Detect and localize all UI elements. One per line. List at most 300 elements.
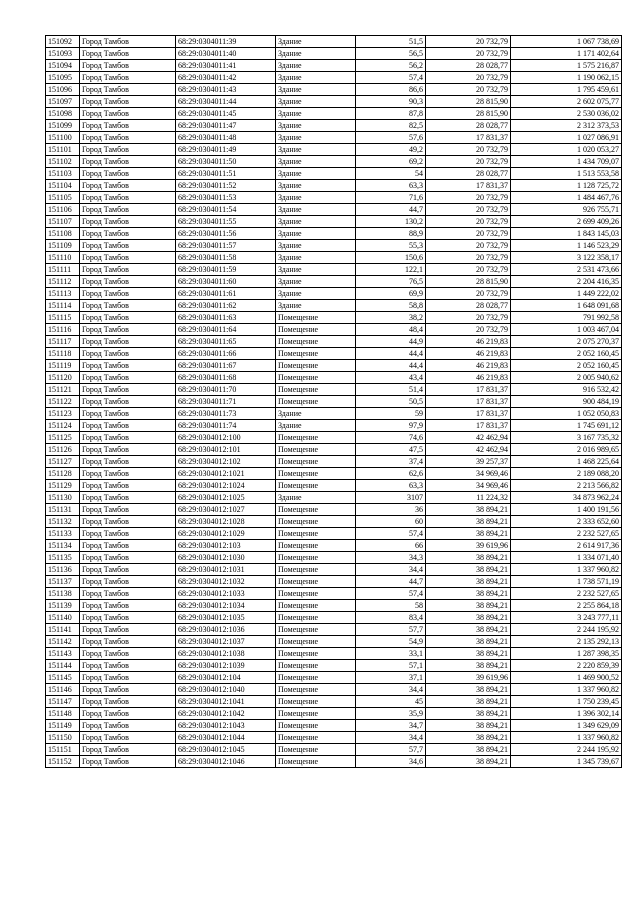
specific-value-cell: 38 894,21 [426,720,511,732]
table-row [46,720,622,732]
area-cell: 34,3 [356,552,426,564]
row-number-cell: 151122 [46,396,80,408]
row-number-cell: 151143 [46,648,80,660]
cadastral-value-cell: 2 699 409,26 [511,216,622,228]
object-type-cell: Помещение [276,588,356,600]
cadastral-value-cell: 2 531 473,66 [511,264,622,276]
cadastral-value-cell: 2 204 416,35 [511,276,622,288]
table-row [46,324,622,336]
cadastral-number-cell: 68:29:0304011:61 [176,288,276,300]
row-number-cell: 151110 [46,252,80,264]
municipality-cell: Город Тамбов [80,144,176,156]
specific-value-cell: 20 732,79 [426,312,511,324]
table-row [46,636,622,648]
municipality-cell: Город Тамбов [80,732,176,744]
row-number-cell: 151135 [46,552,80,564]
object-type-cell: Здание [276,252,356,264]
area-cell: 37,4 [356,456,426,468]
specific-value-cell: 20 732,79 [426,228,511,240]
area-cell: 69,2 [356,156,426,168]
cadastral-value-cell: 34 873 962,24 [511,492,622,504]
row-number-cell: 151096 [46,84,80,96]
specific-value-cell: 17 831,37 [426,396,511,408]
row-number-cell: 151149 [46,720,80,732]
row-number-cell: 151145 [46,672,80,684]
cadastral-number-cell: 68:29:0304011:40 [176,48,276,60]
specific-value-cell: 38 894,21 [426,648,511,660]
municipality-cell: Город Тамбов [80,636,176,648]
row-number-cell: 151137 [46,576,80,588]
specific-value-cell: 42 462,94 [426,432,511,444]
table-row [46,228,622,240]
area-cell: 88,9 [356,228,426,240]
area-cell: 58,8 [356,300,426,312]
object-type-cell: Здание [276,204,356,216]
municipality-cell: Город Тамбов [80,396,176,408]
area-cell: 55,3 [356,240,426,252]
municipality-cell: Город Тамбов [80,456,176,468]
table-row [46,252,622,264]
object-type-cell: Помещение [276,372,356,384]
object-type-cell: Помещение [276,600,356,612]
cadastral-number-cell: 68:29:0304012:1044 [176,732,276,744]
object-type-cell: Помещение [276,432,356,444]
cadastral-number-cell: 68:29:0304012:1034 [176,600,276,612]
object-type-cell: Здание [276,288,356,300]
specific-value-cell: 20 732,79 [426,204,511,216]
row-number-cell: 151111 [46,264,80,276]
specific-value-cell: 20 732,79 [426,216,511,228]
cadastral-value-table [45,35,622,768]
object-type-cell: Помещение [276,756,356,768]
cadastral-number-cell: 68:29:0304012:100 [176,432,276,444]
area-cell: 47,5 [356,444,426,456]
object-type-cell: Здание [276,240,356,252]
table-row [46,588,622,600]
table-row [46,444,622,456]
specific-value-cell: 17 831,37 [426,420,511,432]
table-row [46,432,622,444]
municipality-cell: Город Тамбов [80,336,176,348]
object-type-cell: Помещение [276,396,356,408]
cadastral-number-cell: 68:29:0304011:42 [176,72,276,84]
cadastral-number-cell: 68:29:0304012:103 [176,540,276,552]
row-number-cell: 151131 [46,504,80,516]
row-number-cell: 151152 [46,756,80,768]
cadastral-value-cell: 791 992,58 [511,312,622,324]
row-number-cell: 151115 [46,312,80,324]
municipality-cell: Город Тамбов [80,312,176,324]
specific-value-cell: 46 219,83 [426,348,511,360]
table-row [46,396,622,408]
cadastral-number-cell: 68:29:0304012:1039 [176,660,276,672]
table-row [46,612,622,624]
specific-value-cell: 46 219,83 [426,360,511,372]
specific-value-cell: 46 219,83 [426,336,511,348]
municipality-cell: Город Тамбов [80,528,176,540]
row-number-cell: 151108 [46,228,80,240]
municipality-cell: Город Тамбов [80,588,176,600]
area-cell: 43,4 [356,372,426,384]
specific-value-cell: 38 894,21 [426,696,511,708]
cadastral-number-cell: 68:29:0304012:1041 [176,696,276,708]
cadastral-value-cell: 1 469 900,52 [511,672,622,684]
object-type-cell: Здание [276,84,356,96]
object-type-cell: Помещение [276,444,356,456]
object-type-cell: Помещение [276,648,356,660]
cadastral-value-cell: 1 345 739,67 [511,756,622,768]
area-cell: 34,4 [356,684,426,696]
object-type-cell: Здание [276,420,356,432]
object-type-cell: Помещение [276,348,356,360]
specific-value-cell: 20 732,79 [426,240,511,252]
row-number-cell: 151116 [46,324,80,336]
table-row [46,744,622,756]
specific-value-cell: 38 894,21 [426,612,511,624]
specific-value-cell: 38 894,21 [426,708,511,720]
table-row [46,564,622,576]
object-type-cell: Здание [276,36,356,48]
table-row [46,120,622,132]
object-type-cell: Помещение [276,636,356,648]
cadastral-number-cell: 68:29:0304011:55 [176,216,276,228]
row-number-cell: 151106 [46,204,80,216]
object-type-cell: Помещение [276,312,356,324]
row-number-cell: 151136 [46,564,80,576]
area-cell: 56,2 [356,60,426,72]
table-row [46,732,622,744]
municipality-cell: Город Тамбов [80,744,176,756]
row-number-cell: 151139 [46,600,80,612]
object-type-cell: Помещение [276,384,356,396]
specific-value-cell: 38 894,21 [426,516,511,528]
row-number-cell: 151093 [46,48,80,60]
specific-value-cell: 46 219,83 [426,372,511,384]
cadastral-number-cell: 68:29:0304012:1024 [176,480,276,492]
municipality-cell: Город Тамбов [80,576,176,588]
specific-value-cell: 17 831,37 [426,408,511,420]
area-cell: 44,7 [356,204,426,216]
area-cell: 37,1 [356,672,426,684]
row-number-cell: 151121 [46,384,80,396]
cadastral-number-cell: 68:29:0304012:1021 [176,468,276,480]
table-row [46,624,622,636]
municipality-cell: Город Тамбов [80,192,176,204]
table-row [46,540,622,552]
cadastral-number-cell: 68:29:0304011:59 [176,264,276,276]
specific-value-cell: 20 732,79 [426,252,511,264]
cadastral-value-cell: 1 750 239,45 [511,696,622,708]
specific-value-cell: 38 894,21 [426,504,511,516]
object-type-cell: Помещение [276,324,356,336]
object-type-cell: Помещение [276,552,356,564]
cadastral-number-cell: 68:29:0304012:1036 [176,624,276,636]
specific-value-cell: 20 732,79 [426,84,511,96]
row-number-cell: 151128 [46,468,80,480]
object-type-cell: Здание [276,72,356,84]
object-type-cell: Помещение [276,744,356,756]
cadastral-value-cell: 1 128 725,72 [511,180,622,192]
specific-value-cell: 38 894,21 [426,732,511,744]
area-cell: 86,6 [356,84,426,96]
object-type-cell: Здание [276,264,356,276]
specific-value-cell: 38 894,21 [426,588,511,600]
municipality-cell: Город Тамбов [80,660,176,672]
specific-value-cell: 20 732,79 [426,264,511,276]
specific-value-cell: 17 831,37 [426,180,511,192]
municipality-cell: Город Тамбов [80,648,176,660]
table-row [46,504,622,516]
specific-value-cell: 20 732,79 [426,324,511,336]
cadastral-number-cell: 68:29:0304011:48 [176,132,276,144]
area-cell: 71,6 [356,192,426,204]
table-row [46,684,622,696]
cadastral-number-cell: 68:29:0304012:1037 [176,636,276,648]
row-number-cell: 151092 [46,36,80,48]
area-cell: 34,7 [356,720,426,732]
municipality-cell: Город Тамбов [80,672,176,684]
area-cell: 90,3 [356,96,426,108]
cadastral-number-cell: 68:29:0304011:53 [176,192,276,204]
row-number-cell: 151141 [46,624,80,636]
table-row [46,384,622,396]
row-number-cell: 151119 [46,360,80,372]
row-number-cell: 151130 [46,492,80,504]
cadastral-number-cell: 68:29:0304011:62 [176,300,276,312]
cadastral-number-cell: 68:29:0304012:1029 [176,528,276,540]
object-type-cell: Помещение [276,708,356,720]
row-number-cell: 151118 [46,348,80,360]
municipality-cell: Город Тамбов [80,36,176,48]
specific-value-cell: 20 732,79 [426,144,511,156]
area-cell: 34,6 [356,756,426,768]
area-cell: 66 [356,540,426,552]
cadastral-number-cell: 68:29:0304012:1030 [176,552,276,564]
cadastral-value-cell: 2 244 195,92 [511,744,622,756]
cadastral-value-cell: 2 312 373,53 [511,120,622,132]
row-number-cell: 151129 [46,480,80,492]
area-cell: 87,8 [356,108,426,120]
area-cell: 150,6 [356,252,426,264]
table-row [46,672,622,684]
table-row [46,492,622,504]
table-row [46,108,622,120]
specific-value-cell: 42 462,94 [426,444,511,456]
cadastral-value-cell: 1 575 216,87 [511,60,622,72]
municipality-cell: Город Тамбов [80,288,176,300]
cadastral-value-cell: 1 052 050,83 [511,408,622,420]
cadastral-number-cell: 68:29:0304011:74 [176,420,276,432]
specific-value-cell: 38 894,21 [426,564,511,576]
cadastral-number-cell: 68:29:0304012:1035 [176,612,276,624]
municipality-cell: Город Тамбов [80,156,176,168]
specific-value-cell: 20 732,79 [426,288,511,300]
row-number-cell: 151124 [46,420,80,432]
cadastral-number-cell: 68:29:0304011:51 [176,168,276,180]
municipality-cell: Город Тамбов [80,480,176,492]
specific-value-cell: 38 894,21 [426,600,511,612]
cadastral-number-cell: 68:29:0304011:47 [176,120,276,132]
municipality-cell: Город Тамбов [80,324,176,336]
cadastral-number-cell: 68:29:0304011:66 [176,348,276,360]
row-number-cell: 151144 [46,660,80,672]
municipality-cell: Город Тамбов [80,708,176,720]
object-type-cell: Здание [276,120,356,132]
area-cell: 44,9 [356,336,426,348]
cadastral-value-cell: 1 337 960,82 [511,684,622,696]
cadastral-number-cell: 68:29:0304012:1042 [176,708,276,720]
table-row [46,288,622,300]
area-cell: 33,1 [356,648,426,660]
cadastral-number-cell: 68:29:0304012:102 [176,456,276,468]
cadastral-number-cell: 68:29:0304011:39 [176,36,276,48]
specific-value-cell: 28 815,90 [426,276,511,288]
area-cell: 63,3 [356,180,426,192]
specific-value-cell: 20 732,79 [426,48,511,60]
cadastral-number-cell: 68:29:0304011:64 [176,324,276,336]
row-number-cell: 151140 [46,612,80,624]
object-type-cell: Здание [276,180,356,192]
row-number-cell: 151123 [46,408,80,420]
area-cell: 44,7 [356,576,426,588]
object-type-cell: Помещение [276,672,356,684]
table-row [46,600,622,612]
cadastral-value-cell: 2 255 864,18 [511,600,622,612]
municipality-cell: Город Тамбов [80,132,176,144]
object-type-cell: Помещение [276,360,356,372]
cadastral-number-cell: 68:29:0304011:71 [176,396,276,408]
area-cell: 57,6 [356,132,426,144]
object-type-cell: Здание [276,96,356,108]
cadastral-number-cell: 68:29:0304011:68 [176,372,276,384]
cadastral-number-cell: 68:29:0304012:1025 [176,492,276,504]
municipality-cell: Город Тамбов [80,504,176,516]
specific-value-cell: 11 224,32 [426,492,511,504]
municipality-cell: Город Тамбов [80,696,176,708]
municipality-cell: Город Тамбов [80,108,176,120]
municipality-cell: Город Тамбов [80,264,176,276]
object-type-cell: Помещение [276,720,356,732]
cadastral-value-cell: 2 232 527,65 [511,528,622,540]
object-type-cell: Помещение [276,576,356,588]
cadastral-number-cell: 68:29:0304011:49 [176,144,276,156]
municipality-cell: Город Тамбов [80,60,176,72]
row-number-cell: 151151 [46,744,80,756]
specific-value-cell: 28 028,77 [426,60,511,72]
row-number-cell: 151117 [46,336,80,348]
specific-value-cell: 38 894,21 [426,528,511,540]
municipality-cell: Город Тамбов [80,468,176,480]
cadastral-number-cell: 68:29:0304011:60 [176,276,276,288]
cadastral-value-cell: 1 795 459,61 [511,84,622,96]
cadastral-number-cell: 68:29:0304012:1040 [176,684,276,696]
object-type-cell: Помещение [276,732,356,744]
row-number-cell: 151094 [46,60,80,72]
municipality-cell: Город Тамбов [80,420,176,432]
specific-value-cell: 20 732,79 [426,156,511,168]
cadastral-number-cell: 68:29:0304011:58 [176,252,276,264]
table-row [46,708,622,720]
cadastral-value-cell: 1 027 086,91 [511,132,622,144]
area-cell: 44,4 [356,360,426,372]
specific-value-cell: 17 831,37 [426,384,511,396]
cadastral-number-cell: 68:29:0304011:41 [176,60,276,72]
cadastral-value-cell: 3 243 777,11 [511,612,622,624]
object-type-cell: Здание [276,108,356,120]
area-cell: 36 [356,504,426,516]
row-number-cell: 151105 [46,192,80,204]
area-cell: 38,2 [356,312,426,324]
object-type-cell: Здание [276,276,356,288]
cadastral-number-cell: 68:29:0304011:70 [176,384,276,396]
cadastral-value-cell: 2 005 940,62 [511,372,622,384]
cadastral-number-cell: 68:29:0304012:1043 [176,720,276,732]
cadastral-number-cell: 68:29:0304012:1031 [176,564,276,576]
row-number-cell: 151132 [46,516,80,528]
municipality-cell: Город Тамбов [80,204,176,216]
municipality-cell: Город Тамбов [80,444,176,456]
specific-value-cell: 39 619,96 [426,672,511,684]
cadastral-value-cell: 2 135 292,13 [511,636,622,648]
row-number-cell: 151150 [46,732,80,744]
cadastral-number-cell: 68:29:0304012:1027 [176,504,276,516]
table-row [46,372,622,384]
cadastral-value-cell: 1 400 191,56 [511,504,622,516]
municipality-cell: Город Тамбов [80,180,176,192]
table-row [46,552,622,564]
object-type-cell: Здание [276,228,356,240]
specific-value-cell: 34 969,46 [426,468,511,480]
cadastral-value-cell: 2 614 917,36 [511,540,622,552]
object-type-cell: Здание [276,216,356,228]
area-cell: 56,5 [356,48,426,60]
row-number-cell: 151114 [46,300,80,312]
municipality-cell: Город Тамбов [80,300,176,312]
cadastral-value-cell: 1 334 071,40 [511,552,622,564]
specific-value-cell: 28 815,90 [426,96,511,108]
municipality-cell: Город Тамбов [80,720,176,732]
table-row [46,300,622,312]
cadastral-value-cell: 1 468 225,64 [511,456,622,468]
table-row [46,456,622,468]
table-row [46,168,622,180]
municipality-cell: Город Тамбов [80,756,176,768]
cadastral-value-cell: 1 287 398,35 [511,648,622,660]
cadastral-value-cell: 1 349 629,09 [511,720,622,732]
row-number-cell: 151126 [46,444,80,456]
object-type-cell: Помещение [276,516,356,528]
municipality-cell: Город Тамбов [80,276,176,288]
table-row [46,132,622,144]
municipality-cell: Город Тамбов [80,84,176,96]
object-type-cell: Здание [276,408,356,420]
object-type-cell: Здание [276,492,356,504]
cadastral-value-cell: 2 602 075,77 [511,96,622,108]
specific-value-cell: 38 894,21 [426,660,511,672]
object-type-cell: Помещение [276,684,356,696]
municipality-cell: Город Тамбов [80,72,176,84]
cadastral-number-cell: 68:29:0304011:56 [176,228,276,240]
area-cell: 54 [356,168,426,180]
cadastral-number-cell: 68:29:0304011:50 [176,156,276,168]
municipality-cell: Город Тамбов [80,360,176,372]
cadastral-value-cell: 2 052 160,45 [511,348,622,360]
table-row [46,348,622,360]
table-row [46,96,622,108]
cadastral-number-cell: 68:29:0304011:67 [176,360,276,372]
object-type-cell: Здание [276,132,356,144]
table-row [46,312,622,324]
